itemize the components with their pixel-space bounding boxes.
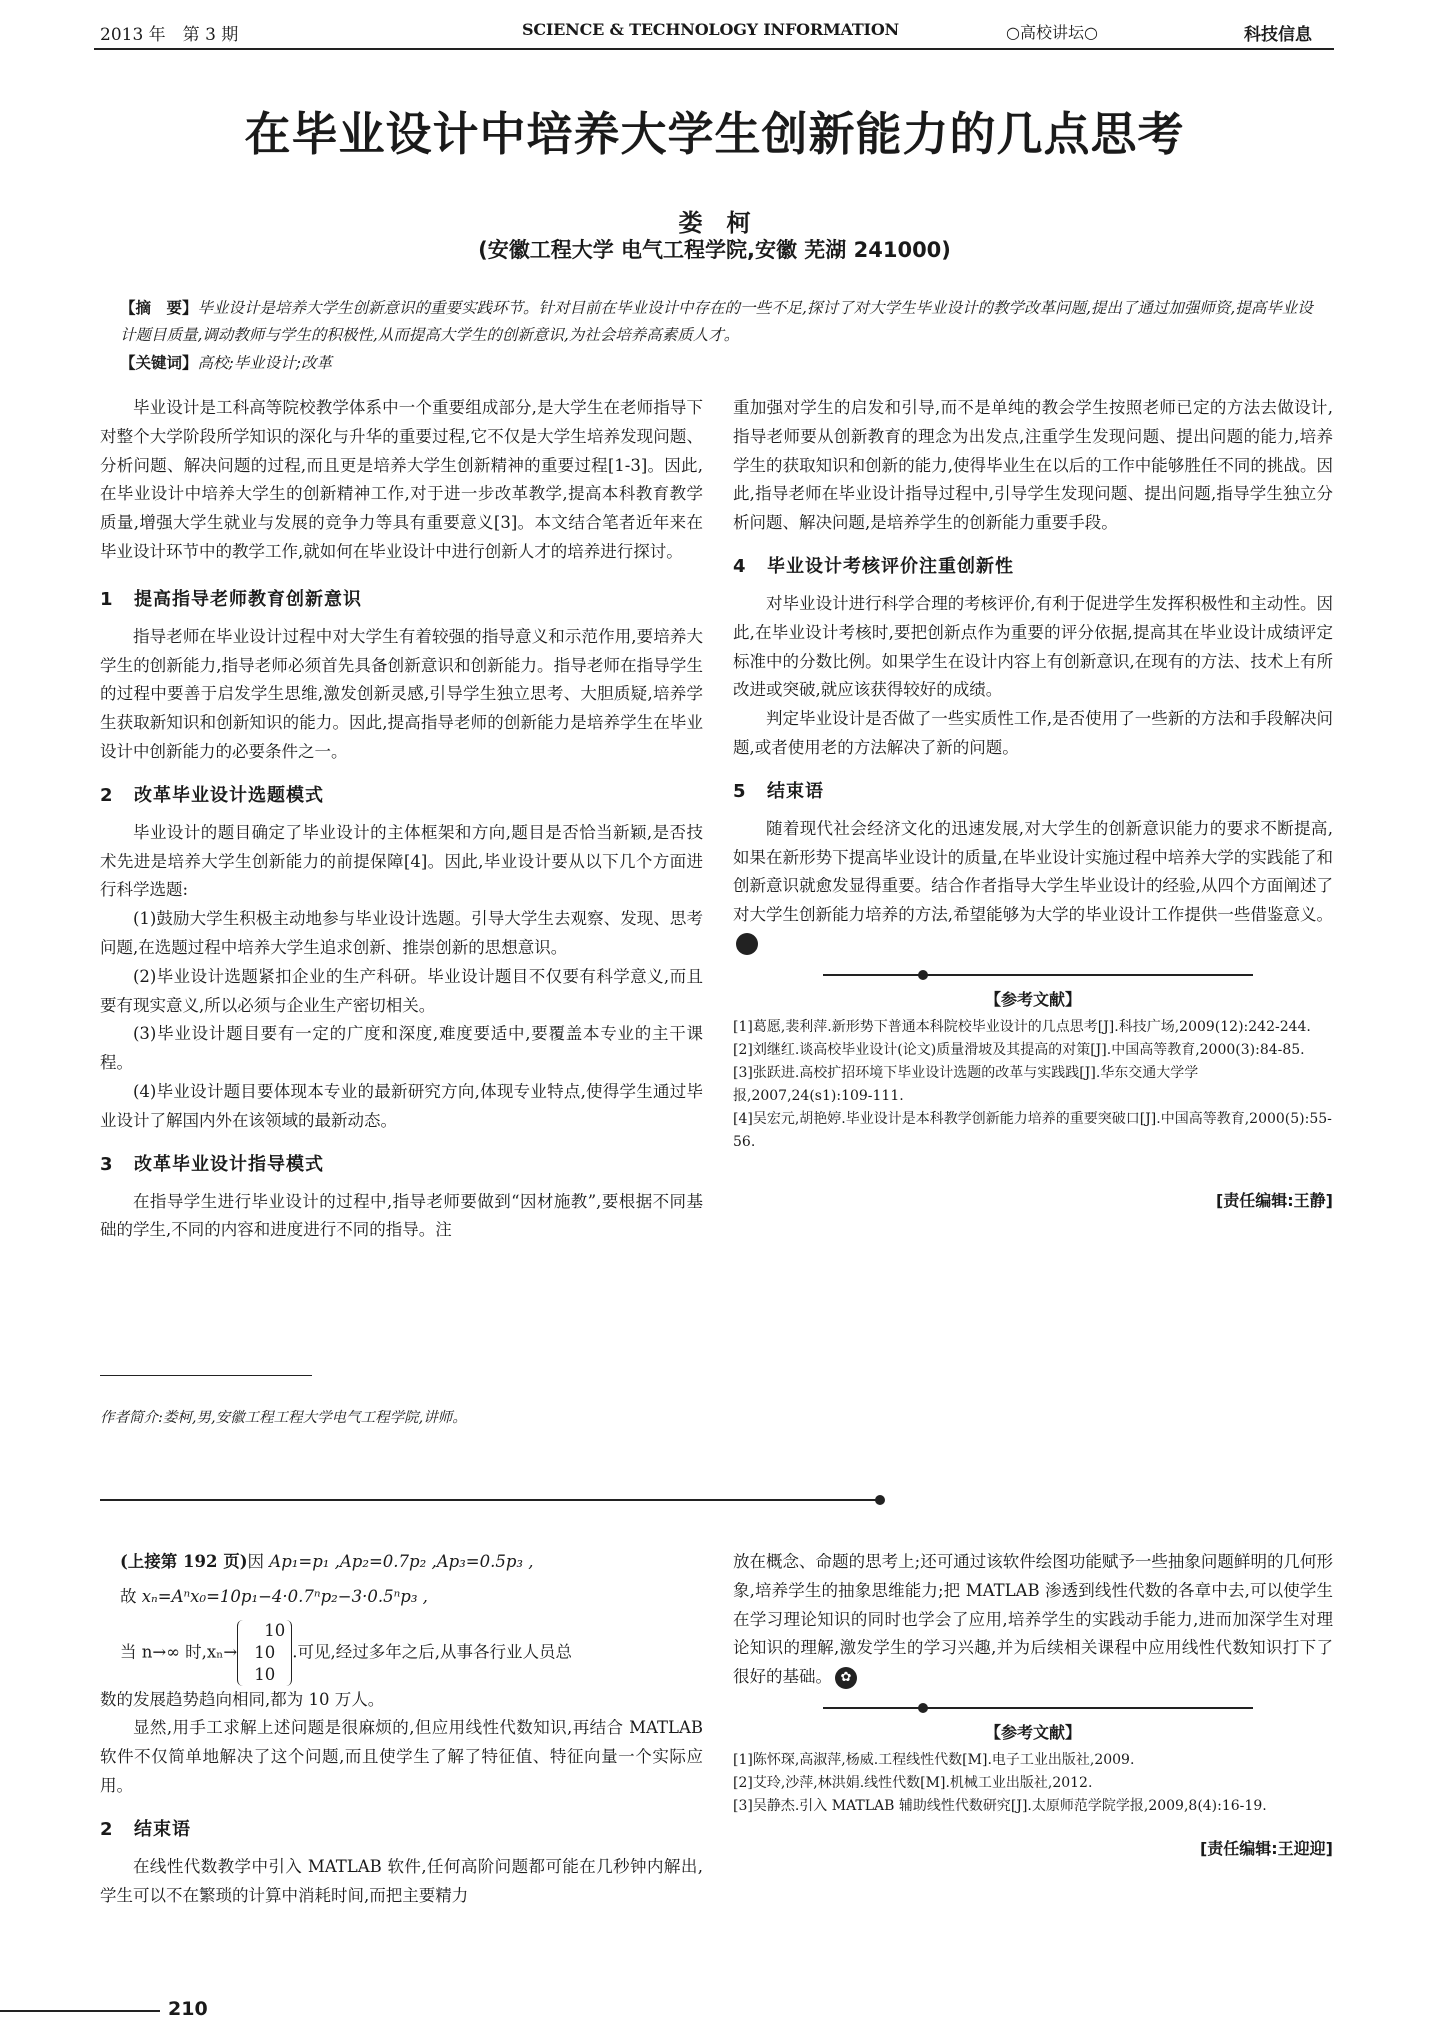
section-4-paragraph-1: 对毕业设计进行科学合理的考核评价,有利于促进学生发挥积极性和主动性。因此,在毕业设计考核时,要把创新点作为重要的评分依据,提高其在毕业设计成绩评定标准中的分数比例。如果学生在设计内容上有创新意识,在现有的方法、技术上有所改进或突破,就应该获得较好的成绩。	[733, 593, 1333, 700]
running-header-issue: 2013 年 第 3 期	[100, 25, 239, 45]
continued-section-2-heading: 2 结束语	[100, 1818, 191, 1840]
keywords-text: 高校;毕业设计;改革	[197, 354, 332, 372]
header-rule	[94, 48, 1334, 50]
running-header-column: ○高校讲坛○	[1006, 23, 1098, 42]
continued-left-column	[100, 1548, 703, 1910]
continued-equation-2: 故 xₙ=Aⁿx₀=10p₁−4·0.7ⁿp₂−3·0.5ⁿp₃ ,	[120, 1586, 428, 1606]
responsible-editor: [责任编辑:王静]	[1215, 1190, 1333, 1210]
references-divider	[733, 1702, 1333, 1714]
section-2-item-2: (2)毕业设计选题紧扣企业的生产科研。毕业设计题目不仅要有科学意义,而且要有现实意义,所以必须与企业生产密切相关。	[100, 966, 703, 1015]
article-author: 娄 柯	[678, 209, 751, 237]
responsible-editor: [责任编辑:王迎迎]	[1199, 1838, 1333, 1858]
section-2-item-1: (1)鼓励大学生积极主动地参与毕业设计选题。引导大学生去观察、发现、思考问题,在选题过程中培养大学生追求创新、推崇创新的思想意识。	[100, 909, 703, 957]
intro-paragraph: 毕业设计是工科高等院校教学体系中一个重要组成部分,是大学生在老师指导下对整个大学阶段所学知识的深化与升华的重要过程,它不仅是大学生培养发现问题、分析问题、解决问题的过程,而且更是培养大学生创新精神的重要过程[1-3]。因此,在毕业设计中培养大学生的创新精神工作,对于进一步改革教学,提高本科教育教学质量,增强大学生就业与发展的竞争力等具有重要意义[3]。本文结合笔者近年来在毕业设计环节中的教学工作,就如何在毕业设计中进行创新人才的培养进行探讨。	[100, 398, 703, 561]
section-2-item-4: (4)毕业设计题目要体现本专业的最新研究方向,体现专业特点,使得学生通过毕业设计了解国内外在该领域的最新动态。	[100, 1081, 703, 1130]
section-5-paragraph: 随着现代社会经济文化的迅速发展,对大学生的创新意识能力的要求不断提高,如果在新形势下提高毕业设计的质量,在毕业设计实施过程中培养大学的实践能了和创新意识就愈发显得重要。结合作者指导大学生毕业设计的经验,从四个方面阐述了对大学生创新能力培养的方法,希望能够为大学的毕业设计工作提供一些借鉴意义。✿	[733, 815, 1333, 959]
section-3-heading: 3 改革毕业设计指导模式	[100, 1153, 324, 1175]
running-header-brand: 科技信息	[1244, 25, 1312, 45]
reference-item: [1]葛愿,裴利萍.新形势下普通本科院校毕业设计的几点思考[J].科技广场,2009(12):242-244.	[733, 1018, 1311, 1035]
section-3-continued: 重加强对学生的启发和引导,而不是单纯的教会学生按照老师已定的方法去做设计,指导老师要从创新教育的理念为出发点,注重学生发现问题、提出问题的能力,培养学生的获取知识和创新的能力,使得毕业生在以后的工作中能够胜任不同的挑战。因此,指导老师在毕业设计指导过程中,引导学生发现问题、提出问题,指导学生独立分析问题、解决问题,是培养学生的创新能力重要手段。	[733, 398, 1333, 533]
continued-equation-1: (上接第 192 页)因 Ap₁=p₁ ,Ap₂=0.7p₂ ,Ap₃=0.5p₃ ,	[120, 1552, 534, 1571]
running-header-journal: SCIENCE & TECHNOLOGY INFORMATION	[522, 20, 899, 39]
references-divider	[733, 969, 1333, 981]
reference-item: [2]艾玲,沙萍,林洪娟.线性代数[M].机械工业出版社,2012.	[733, 1774, 1093, 1791]
article-separator	[0, 1494, 1429, 1506]
section-2-heading: 2 改革毕业设计选题模式	[100, 784, 324, 806]
abstract-block	[120, 294, 1315, 349]
left-column	[100, 394, 703, 1245]
references-heading: 【参考文献】	[984, 1722, 1081, 1742]
continued-paragraph-2: 显然,用手工求解上述问题是很麻烦的,但应用线性代数知识,再结合 MATLAB 软件不仅简单地解决了这个问题,而且使学生了解了特征值、特征向量一个实际应用。	[100, 1718, 703, 1795]
page-number: 210	[168, 1998, 208, 2020]
continued-section-2-paragraph: 在线性代数教学中引入 MATLAB 软件,任何高阶问题都可能在几秒钟内解出,学生可以不在繁琐的计算中消耗时间,而把主要精力	[100, 1856, 703, 1905]
right-column	[733, 394, 1333, 1211]
keywords-block	[120, 349, 1315, 377]
section-4-paragraph-2: 判定毕业设计是否做了一些实质性工作,是否使用了一些新的方法和手段解决问题,或者使用老的方法解决了新的问题。	[733, 709, 1333, 757]
reference-item: [3]张跃进.高校扩招环境下毕业设计选题的改革与实践践[J].华东交通大学学报,2007,24(s1):109-111.	[733, 1064, 1199, 1104]
article-title: 在毕业设计中培养大学生创新能力的几点思考	[244, 107, 1185, 161]
reference-item: [4]吴宏元,胡艳婷.毕业设计是本科教学创新能力培养的重要突破口[J].中国高等教育,2000(5):55-56.	[733, 1110, 1332, 1150]
author-note: 作者简介:娄柯,男,安徽工程工程大学电气工程学院,讲师。	[100, 1410, 467, 1426]
footer-rule	[0, 2010, 160, 2012]
abstract-label: 【摘 要】	[120, 298, 198, 317]
section-1-paragraph: 指导老师在毕业设计过程中对大学生有着较强的指导意义和示范作用,要培养大学生的创新能力,指导老师必须首先具备创新意识和创新能力。指导老师在指导学生的过程中要善于启发学生思维,激发创新灵感,引导学生独立思考、大胆质疑,培养学生获取新知识和创新知识的能力。因此,提高指导老师的创新能力是培养学生在毕业设计中创新能力的必要条件之一。	[100, 626, 703, 761]
continued-paragraph-1: 数的发展趋势趋向相同,都为 10 万人。	[100, 1689, 385, 1709]
footnote-rule	[100, 1375, 312, 1376]
continued-right-paragraph: 放在概念、命题的思考上;还可通过该软件绘图功能赋予一些抽象问题鲜明的几何形象,培养学生的抽象思维能力;把 MATLAB 渗透到线性代数的各章中去,可以使学生在学习理论知识的同时也学会了应用,培养学生的实践动手能力,进而加深学生对理论知识的理解,激发学生的学习兴趣,并为后续相关课程中应用线性代数知识打下了很好的基础。 ✿	[733, 1548, 1333, 1692]
reference-item: [2]刘继红.谈高校毕业设计(论文)质量滑坡及其提高的对策[J].中国高等教育,2000(3):84-85.	[733, 1041, 1305, 1058]
continued-equation-3: 当 n→∞ 时,xₙ→10 10 10.可见,经过多年之后,从事各行业人员总	[120, 1620, 572, 1684]
continued-right-column	[733, 1548, 1333, 1859]
end-mark-icon: ✿	[736, 933, 758, 955]
references-heading: 【参考文献】	[984, 989, 1081, 1009]
section-5-heading: 5 结束语	[733, 780, 824, 802]
section-1-heading: 1 提高指导老师教育创新意识	[100, 588, 362, 610]
abstract-text: 毕业设计是培养大学生创新意识的重要实践环节。针对目前在毕业设计中存在的一些不足,探讨了对大学生毕业设计的教学改革问题,提出了通过加强师资,提高毕业设计题目质量,调动教师与学生的积极性,从而提高大学生的创新意识,为社会培养高素质人才。	[120, 299, 1313, 344]
section-4-heading: 4 毕业设计考核评价注重创新性	[733, 555, 1014, 577]
reference-item: [1]陈怀琛,高淑萍,杨威.工程线性代数[M].电子工业出版社,2009.	[733, 1751, 1135, 1768]
section-3-paragraph: 在指导学生进行毕业设计的过程中,指导老师要做到“因材施教”,要根据不同基础的学生,不同的内容和进度进行不同的指导。注	[100, 1191, 703, 1240]
section-2-paragraph: 毕业设计的题目确定了毕业设计的主体框架和方向,题目是否恰当新颖,是否技术先进是培养大学生创新能力的前提保障[4]。因此,毕业设计要从以下几个方面进行科学选题:	[100, 822, 703, 900]
limit-vector: 10 10 10	[237, 1620, 292, 1686]
section-2-item-3: (3)毕业设计题目要有一定的广度和深度,难度要适中,要覆盖本专业的主干课程。	[100, 1024, 703, 1073]
end-mark-icon: ✿	[835, 1667, 857, 1689]
reference-item: [3]吴静杰.引入 MATLAB 辅助线性代数研究[J].太原师范学院学报,2009,8(4):16-19.	[733, 1797, 1267, 1814]
article-affiliation: (安徽工程大学 电气工程学院,安徽 芜湖 241000)	[478, 238, 951, 262]
keywords-label: 【关键词】	[120, 353, 198, 372]
